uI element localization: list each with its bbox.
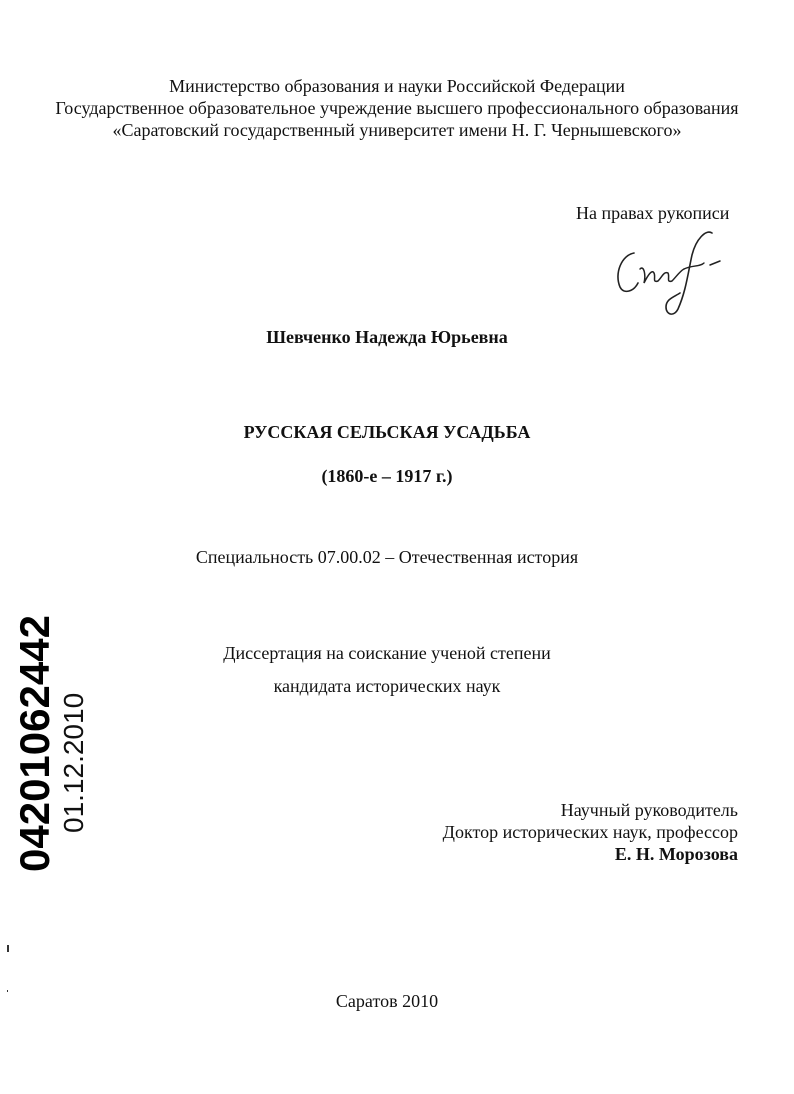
institution-line: Государственное образовательное учреждение высшего профессионального образования: [55, 98, 739, 118]
author-name: Шевченко Надежда Юрьевна: [266, 327, 508, 347]
supervisor-degree: Доктор исторических наук, профессор: [442, 822, 738, 842]
library-stamp-date: 01.12.2010: [58, 692, 89, 833]
dissertation-period: (1860-е – 1917 г.): [321, 466, 453, 486]
library-stamp-number: 04201062442: [11, 615, 58, 872]
city-year: Саратов 2010: [335, 991, 439, 1011]
supervisor-role: Научный руководитель: [560, 800, 738, 820]
university-line: «Саратовский государственный университет имени Н. Г. Чернышевского»: [112, 120, 682, 140]
dissertation-degree-line-1: Диссертация на соискание ученой степени: [223, 643, 551, 663]
scan-speck: [7, 990, 8, 992]
dissertation-title: РУССКАЯ СЕЛЬСКАЯ УСАДЬБА: [243, 422, 531, 442]
specialty-line: Специальность 07.00.02 – Отечественная история: [195, 547, 579, 567]
dissertation-degree-line-2: кандидата исторических наук: [273, 676, 501, 696]
ministry-line: Министерство образования и науки Российской Федерации: [169, 76, 625, 96]
scan-speck: [7, 945, 9, 952]
supervisor-name: Е. Н. Морозова: [614, 844, 738, 864]
handwritten-signature: [600, 225, 730, 320]
manuscript-note: На правах рукописи: [576, 203, 730, 223]
